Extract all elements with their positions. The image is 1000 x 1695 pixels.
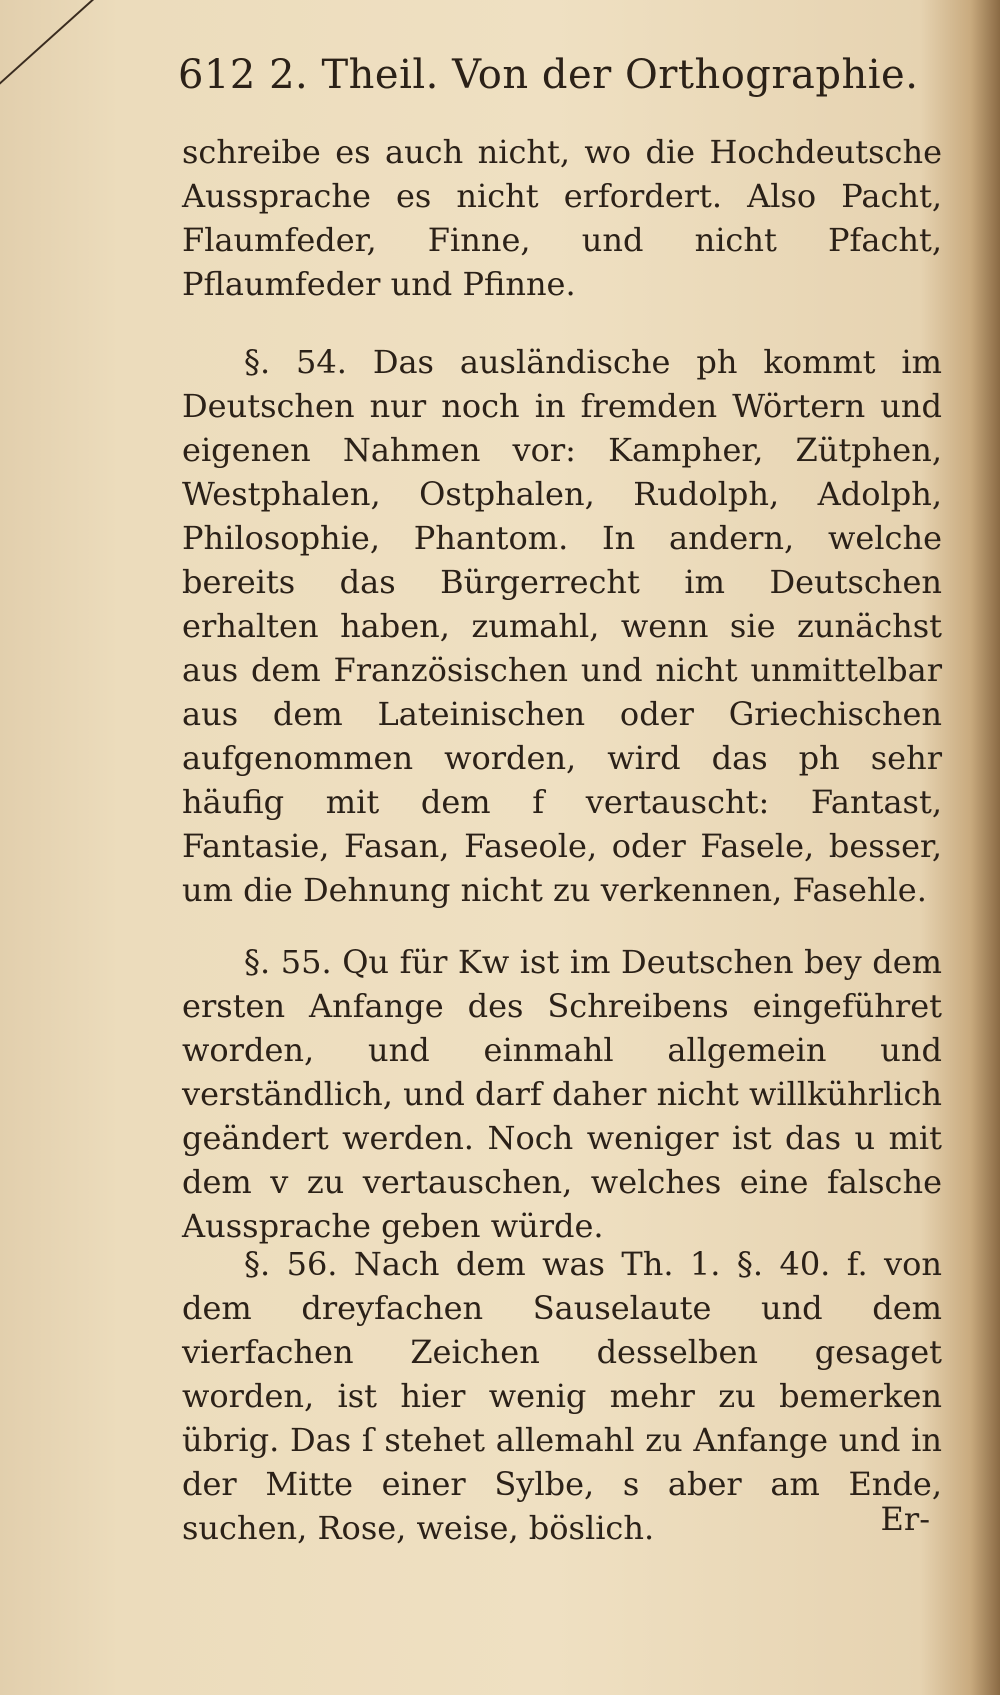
page-number: 612 <box>178 52 256 98</box>
paragraph-55 <box>182 940 942 1248</box>
paragraph-56 <box>182 1242 942 1550</box>
catchword: Er- <box>880 1500 930 1538</box>
running-title: 2. Theil. Von der Orthographie. <box>269 52 919 98</box>
paragraph-54 <box>182 340 942 912</box>
corner-mark <box>0 0 100 101</box>
paragraph-text: schreibe es auch nicht, wo die Hochdeutsche Aussprache es nicht erfordert. Also Pacht, Flaumfeder, Finne, und nicht Pfacht, Pflaumfeder und Pfinne. <box>182 133 942 303</box>
page-header <box>178 52 938 98</box>
paragraph-continuation <box>182 130 942 306</box>
paragraph-text: §. 55. Qu für Kw ist im Deutschen bey dem ersten Anfange des Schreibens eingeführet worden, und einmahl allgemein und verständlich, und darf daher nicht willkührlich geändert werden. Noch weniger ist das u mit dem v zu vertauschen, welches eine falsche Aussprache geben würde. <box>182 943 942 1245</box>
paragraph-text: §. 54. Das ausländische ph kommt im Deutschen nur noch in fremden Wörtern und eigenen Nahmen vor: Kampher, Zütphen, Westphalen, Ostphalen, Rudolph, Adolph, Philosophie, Phantom. In andern, welche bereits das Bürgerrecht im Deutschen erhalten haben, zumahl, wenn sie zunächst aus dem Französischen und nicht unmittelbar aus dem Lateinischen oder Griechischen aufgenommen worden, wird das ph sehr häufig mit dem f vertauscht: Fantast, Fantasie, Fasan, Faseole, oder Fasele, besser, um die Dehnung nicht zu verkennen, Fasehle. <box>182 343 942 909</box>
paragraph-text: §. 56. Nach dem was Th. 1. §. 40. f. von dem dreyfachen Sauselaute und dem vierfachen Zeichen desselben gesaget worden, ist hier wenig mehr zu bemerken übrig. Das ſ stehet allemahl zu Anfange und in der Mitte einer Sylbe, s aber am Ende, suchen, Rose, weise, böslich. <box>182 1245 942 1547</box>
